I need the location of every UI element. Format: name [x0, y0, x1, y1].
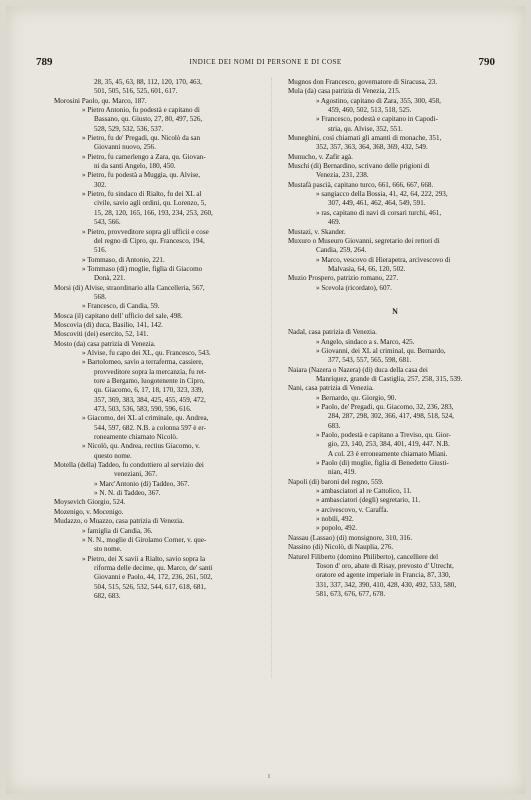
index-entry-line: provveditore sopra la mercanzia, fu ret-	[94, 367, 207, 376]
index-entry-line: » arcivescovo, v. Caraffa.	[316, 505, 389, 514]
index-entry-line: 473, 503, 536, 583, 590, 596, 616.	[94, 405, 192, 414]
index-entry-line: » ambasciatori al re Cattolico, 11.	[316, 487, 412, 496]
index-entry-line: questo nome.	[94, 451, 132, 460]
index-entry-line: Candia, 259, 264.	[316, 246, 367, 255]
index-entry-line: 331, 337, 342, 390, 410, 428, 430, 492, 533, 580,	[316, 580, 457, 589]
index-entry-line: ni da santi Angelo, 180, 450.	[94, 162, 176, 171]
index-entry-line: Morosini Paolo, qu. Marco, 187.	[54, 96, 147, 105]
index-entry-line: Napoli (di) baroni del regno, 559.	[288, 477, 384, 486]
left-column	[54, 78, 274, 601]
index-entry-line: Mustazi, v. Skander.	[288, 227, 346, 236]
index-entry-line: Naturel Filiberto (domino Philiberto), cancelliere del	[288, 552, 439, 561]
index-entry-line: 459, 460, 502, 513, 518, 525.	[328, 106, 412, 115]
index-entry-line: Toson d' oro, abate di Risay, prevosto d' Utrecht,	[316, 561, 454, 570]
index-entry-line: » Angelo, sindaco a s. Marco, 425.	[316, 337, 415, 346]
right-column-m-entries	[288, 78, 502, 293]
index-entry-line: Muschi (di) Bernardino, scrivano delle prigioni di	[288, 162, 430, 171]
index-entry-line: Manriquez, grande di Castiglia, 257, 258, 315, 539.	[316, 374, 463, 383]
index-entry-line: » famiglia di Candia, 36.	[82, 526, 153, 535]
index-entry-line: Donà, 221.	[94, 274, 126, 283]
index-entry-line: » Paolo (di) moglie, figlia di Benedetto Giusti-	[316, 459, 449, 468]
index-entry-line: Muxuro o Museuro Giovanni, segretario dei rettori di	[288, 236, 440, 245]
index-entry-line: » Paolo, de' Pregadi, qu. Giacomo, 32, 236, 283,	[316, 403, 454, 411]
index-entry-line: Nassino (di) Nicolò, di Nauplia, 276.	[288, 543, 394, 552]
index-entry-line: qu. Giacomo, 6, 17, 18, 170, 323, 339,	[94, 386, 204, 395]
index-entry-line: civile, savio agli ordini, qu. Lorenzo, 5,	[94, 199, 207, 208]
index-entry-line: » Agostino, capitano di Zara, 355, 300, 458,	[316, 96, 441, 105]
index-entry-line: » Bernardo, qu. Giorgio, 90.	[316, 393, 397, 402]
index-entry-line: Giovanni nuovo, 256.	[94, 143, 156, 152]
index-entry-line: » ras, capitano di navi di corsari turchi, 461,	[316, 208, 442, 217]
index-entry-line: veneziani, 367.	[114, 470, 158, 479]
index-entry-line: » Pietro, fu podestà a Muggia, qu. Alvise,	[82, 171, 201, 180]
index-entry-line: gio, 23, 140, 253, 384, 401, 419, 447. N.B.	[328, 440, 450, 449]
right-column-n-entries	[288, 328, 502, 599]
index-entry-line: » Francesco, podestà e capitano in Capodi-	[316, 115, 438, 124]
index-entry-line: 15, 28, 120, 165, 166, 193, 234, 253, 260,	[94, 208, 213, 217]
index-entry-line: 544, 597, 682. N.B. a colonna 597 è er-	[94, 423, 206, 432]
book-page	[6, 6, 525, 794]
page-header	[36, 56, 495, 70]
index-entry-line: » Giacomo, dei XL al criminale, qu. Andrea,	[82, 414, 209, 423]
index-entry-line: 302.	[94, 180, 107, 189]
index-entry-line: Mosto (da) casa patrizia di Venezia.	[54, 339, 156, 348]
index-entry-line: del regno di Cipro, qu. Francesco, 194,	[94, 236, 205, 245]
index-entry-line: » N. N. di Taddeo, 367.	[94, 489, 161, 498]
right-column	[288, 78, 502, 599]
index-entry-line: » Scevola (ricordato), 607.	[316, 283, 392, 292]
index-entry-line: » Giovanni, dei XL al criminal, qu. Bernardo,	[316, 346, 446, 355]
index-entry-line: Motella (della) Taddeo, fu condottiero al servizio dei	[54, 461, 204, 470]
index-entry-line: A col. 23 è erroneamente chiamato Miani.	[328, 449, 448, 458]
index-entry-line: 683.	[328, 421, 341, 430]
footer-mark: I	[268, 774, 270, 780]
index-entry-line: Giovanni e Paolo, 44, 172, 236, 261, 502,	[94, 573, 213, 582]
index-entry-line: » Pietro, fu camerlengo a Zara, qu. Giovan-	[82, 152, 206, 161]
index-entry-line: » Paolo, podestà e capitano a Treviso, qu. Gior-	[316, 431, 451, 440]
index-entry-line: oratore ed agente imperiale in Francia, 87, 330,	[316, 571, 451, 580]
index-entry-line: nian, 419.	[328, 468, 357, 477]
index-entry-line: Muneghini, così chiamati gli amanti di monache, 351,	[288, 134, 442, 143]
page-number-left: 789	[36, 56, 53, 68]
page-number-right: 790	[478, 56, 495, 68]
index-entry-line: » Pietro Antonio, fu podestà e capitano di	[82, 106, 200, 115]
index-entry-line: Mula (da) casa patrizia di Venezia, 215.	[288, 87, 401, 96]
index-entry-line: Mudazzo, o Muazzo, casa patrizia di Venezia.	[54, 517, 185, 526]
index-entry-line: riforma delle decime, qu. Marco, de' santi	[94, 563, 213, 572]
index-entry-line: Munucho, v. Zafir agà.	[288, 152, 353, 161]
index-entry-line: 528, 529, 532, 536, 537.	[94, 124, 164, 133]
index-entry-line: Muzio Prospero, patrizio romano, 227.	[288, 274, 399, 283]
index-entry-line: roneamente chiamato Nicolò.	[94, 433, 178, 442]
index-entry-line: » Tommaso, di Antonio, 221.	[82, 255, 165, 264]
index-entry-line: Morsi (di) Alvise, straordinario alla Cancelleria, 567,	[54, 283, 205, 292]
index-entry-line: » Marco, vescovo di Hierapetra, arcivescovo di	[316, 255, 451, 264]
index-entry-line: Naiara (Nazera o Nazera) (di) duca della casa dei	[288, 365, 428, 374]
index-entry-line: sto nome.	[94, 545, 122, 554]
index-entry-line: » Pietro, provveditore sopra gli ufficii e cose	[82, 227, 209, 236]
section-letter: N	[392, 306, 398, 316]
index-entry-line: 581, 673, 676, 677, 678.	[316, 589, 386, 598]
index-entry-line: » ambasciatori (degli) segretario, 11.	[316, 496, 421, 505]
index-entry-line: » sangiacco della Bossia, 41, 42, 64, 222, 293,	[316, 190, 448, 199]
index-entry-line: 543, 566.	[94, 218, 121, 227]
index-entry-line: 307, 449, 461, 462, 464, 549, 591.	[328, 199, 426, 208]
index-entry-line: Nani, casa patrizia di Venezia.	[288, 384, 374, 393]
index-entry-line: 516.	[94, 246, 107, 255]
index-entry-line: 284, 287, 298, 302, 366, 417, 498, 518, 524,	[328, 412, 454, 421]
index-entry-line: Moysevich Giorgio, 524.	[54, 498, 126, 507]
index-entry-line: Moscoviti (dei) esercito, 52, 141.	[54, 330, 149, 339]
index-entry-line: 504, 515, 526, 532, 544, 617, 618, 681,	[94, 582, 206, 591]
index-entry-line: » popolo, 492.	[316, 524, 357, 533]
index-entry-line: Moscovia (di) duca, Basilio, 141, 142.	[54, 320, 163, 329]
index-entry-line: » Pietro, fu sindaco di Rialto, fu dei XL al	[82, 190, 202, 199]
index-entry-line: stria, qu. Alvise, 352, 551.	[328, 124, 403, 133]
index-entry-line: 501, 505, 516, 525, 601, 617.	[94, 87, 178, 96]
index-entry-line: 352, 357, 363, 364, 368, 369, 432, 549.	[316, 143, 428, 152]
index-entry-line: 28, 35, 45, 63, 88, 112, 120, 170, 463,	[94, 78, 202, 86]
index-entry-line: 568.	[94, 292, 107, 301]
index-entry-line: Mozenigo, v. Mocenigo.	[54, 507, 124, 516]
index-entry-line: 377, 543, 557, 565, 598, 681.	[328, 356, 412, 365]
index-entry-line: 357, 369, 383, 384, 425, 455, 459, 472,	[94, 395, 206, 404]
index-entry-line: » Pietro, dei X savii a Rialto, savio sopra la	[82, 554, 206, 563]
index-entry-line: 469.	[328, 218, 341, 227]
index-entry-line: » Nicolò, qu. Andrea, rectius Giacomo, v.	[82, 442, 200, 451]
index-entry-line: » Marc'Antonio (di) Taddeo, 367.	[94, 479, 190, 488]
index-entry-line: » Francesco, di Candia, 59.	[82, 302, 160, 311]
index-entry-line: » N. N., moglie di Girolamo Corner, v. que-	[82, 535, 207, 544]
index-entry-line: » Pietro, fu de' Pregadi, qu. Nicolò da san	[82, 134, 201, 143]
index-entry-line: Mugnos don Francesco, governatore di Siracusa, 23.	[288, 78, 438, 86]
index-entry-line: 682, 683.	[94, 591, 121, 600]
index-entry-line: » Bartolomeo, savio a terraferma, cassiere,	[82, 358, 204, 367]
index-entry-line: » Tommaso (di) moglie, figlia di Giacomo	[82, 264, 203, 273]
index-entry-line: Venezia, 231, 238.	[316, 171, 369, 180]
index-entry-line: » Alvise, fu capo dei XL, qu. Francesco, 543.	[82, 348, 211, 357]
index-entry-line: Malvasia, 64, 66, 120, 502.	[328, 264, 406, 273]
index-entry-line: tore a Bergamo, luogotenente in Cipro,	[94, 377, 205, 385]
running-title: INDICE DEI NOMI DI PERSONE E DI COSE	[189, 58, 342, 66]
index-entry-line: Nadal, casa patrizia di Venezia.	[288, 328, 377, 337]
index-entry-line: Mosca (il) capitano dell' ufficio del sale, 498.	[54, 311, 183, 320]
index-entry-line: Bassano, qu. Giusto, 27, 80, 497, 526,	[94, 115, 203, 124]
index-entry-line: » nobili, 492.	[316, 515, 354, 524]
index-entry-line: Mustafà pascià, capitano turco, 661, 666, 667, 668.	[288, 180, 434, 189]
index-entry-line: Nassau (Lassao) (di) monsignore, 310, 316.	[288, 533, 413, 542]
